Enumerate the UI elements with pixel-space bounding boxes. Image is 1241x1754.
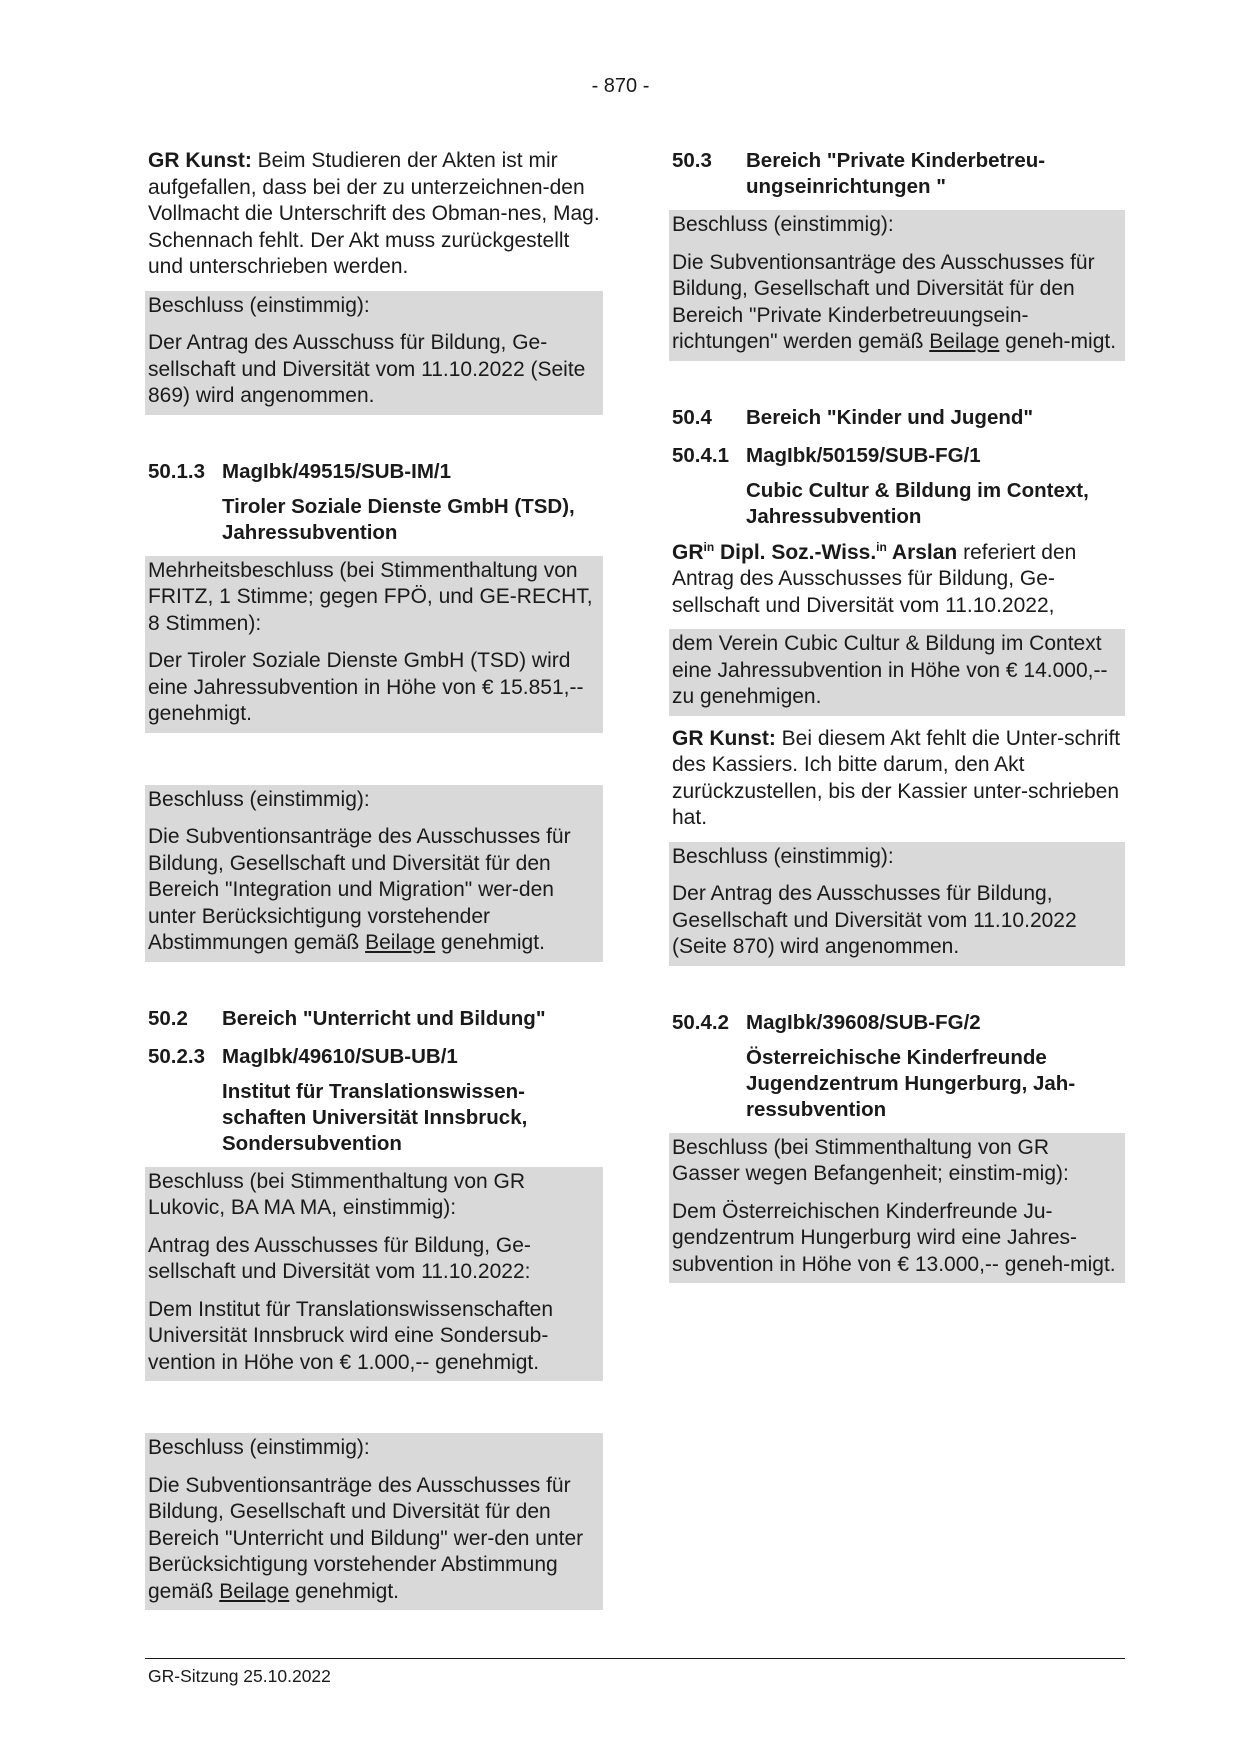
speaker-surname: Arslan	[886, 540, 958, 564]
section-title: Bereich "Kinder und Jugend"	[746, 405, 1034, 429]
page-number: - 870 -	[591, 75, 650, 97]
resolution-text	[145, 824, 603, 957]
section-title: MagIbk/50159/SUB-FG/1	[746, 443, 981, 467]
section-number: 50.4	[672, 405, 712, 429]
motion-text: dem Verein Cubic Cultur & Bildung im Context eine Jahressubvention in Höhe von € 14.000,-- zu genehmigen.	[672, 632, 1108, 708]
right-column	[669, 148, 1125, 1283]
section-title: Bereich "Unterricht und Bildung"	[222, 1006, 546, 1030]
resolution-box	[669, 210, 1125, 361]
resolution-box	[669, 842, 1125, 966]
resolution-text-part: genehmigt.	[289, 1579, 400, 1603]
resolution-text: Antrag des Ausschusses für Bildung, Ge-sellschaft und Diversität vom 11.10.2022:	[148, 1233, 531, 1283]
statement-gr-kunst	[145, 148, 603, 281]
resolution-box	[145, 785, 603, 962]
motion-box	[669, 629, 1125, 716]
section-heading	[145, 1044, 603, 1070]
section-subtitle: Österreichische Kinderfreunde Jugendzentrum Hungerburg, Jah-ressubvention	[746, 1045, 1076, 1121]
footer-session-date: GR-Sitzung 25.10.2022	[148, 1666, 331, 1686]
speaker-title-suffix: in	[876, 539, 887, 554]
resolution-text	[669, 250, 1125, 356]
resolution-text: Der Antrag des Ausschusses für Bildung, Gesellschaft und Diversität vom 11.10.2022 (Seite 870) wird angenommen.	[672, 882, 1077, 958]
resolution-text: Der Antrag des Ausschuss für Bildung, Ge-sellschaft und Diversität vom 11.10.2022 (Seite 869) wird angenommen.	[148, 331, 586, 407]
resolution-label: Beschluss (einstimmig):	[672, 844, 894, 868]
resolution-text-part: genehmigt.	[435, 931, 545, 954]
section-subtitle: Cubic Cultur & Bildung im Context, Jahressubvention	[746, 478, 1089, 528]
speaker-title: Dipl. Soz.-Wiss.	[714, 540, 877, 564]
section-number: 50.1.3	[148, 459, 205, 483]
resolution-text-part: Die Subventionsanträge des Ausschusses für Bildung, Gesellschaft und Diversität für den Bereich "Private Kinderbetreuungsein-richtungen" werden gemäß	[672, 250, 1095, 353]
beilage-link[interactable]: Beilage	[929, 330, 1000, 353]
section-heading	[145, 1006, 603, 1032]
section-number: 50.2.3	[148, 1044, 205, 1068]
resolution-text-part: Die Subventionsanträge des Ausschusses für Bildung, Gesellschaft und Diversität für den Bereich "Integration und Migration" wer-den unter Berücksichtigung vorstehender Abstimmungen gemäß	[148, 825, 571, 954]
resolution-box	[145, 556, 603, 733]
speaker-gr: GR	[672, 540, 704, 564]
resolution-text-part: Die Subventionsanträge des Ausschusses für Bildung, Gesellschaft und Diversität für den Bereich "Unterricht und Bildung" wer-den unter Berücksichtigung vorstehender Abstimmung gemäß	[148, 1473, 584, 1603]
statement-gr-kunst	[669, 726, 1125, 832]
left-column	[145, 148, 603, 1610]
resolution-label: Beschluss (einstimmig):	[148, 293, 370, 317]
footer-divider	[145, 1658, 1125, 1659]
resolution-label: Beschluss (einstimmig):	[148, 787, 370, 811]
beilage-link[interactable]: Beilage	[219, 1579, 290, 1603]
speaker-gr-suffix: in	[703, 539, 715, 554]
statement-text: Beim Studieren der Akten ist mir aufgefallen, dass bei der zu unterzeichnen-den Vollmacht die Unterschrift des Obman-nes, Mag. Schennach fehlt. Der Akt muss zurückgestellt und unterschrieben werden.	[148, 149, 600, 278]
section-title: MagIbk/49515/SUB-IM/1	[222, 459, 451, 483]
section-number: 50.4.2	[672, 1010, 729, 1034]
resolution-box	[145, 1167, 603, 1382]
statement-arslan	[669, 540, 1125, 620]
section-number: 50.4.1	[672, 443, 729, 467]
speaker-name: GR Kunst:	[148, 149, 252, 172]
section-subtitle: Tiroler Soziale Dienste GmbH (TSD), Jahressubvention	[222, 494, 575, 544]
section-subtitle: Institut für Translationswissen-schaften Universität Innsbruck, Sondersubvention	[222, 1079, 528, 1155]
resolution-text: Dem Österreichischen Kinderfreunde Ju-gendzentrum Hungerburg wird eine Jahres-subvention in Höhe von € 13.000,-- geneh-migt.	[672, 1199, 1116, 1276]
section-number: 50.3	[672, 149, 712, 172]
speaker-name: GR Kunst:	[672, 726, 776, 750]
resolution-box	[669, 1133, 1125, 1284]
resolution-label: Mehrheitsbeschluss (bei Stimmenthaltung von FRITZ, 1 Stimme; gegen FPÖ, und GE-RECHT, 8 Stimmen):	[148, 558, 593, 635]
resolution-text: Dem Institut für Translationswissenschaften Universität Innsbruck wird eine Sondersub-vention in Höhe von € 1.000,-- genehmigt.	[148, 1297, 554, 1374]
statement-text: Bei diesem Akt fehlt die Unter-schrift des Kassiers. Ich bitte darum, den Akt zurückzustellen, bis der Kassier unter-schrieben hat.	[672, 726, 1121, 829]
resolution-label: Beschluss (einstimmig):	[672, 213, 894, 236]
section-heading	[669, 1010, 1125, 1036]
resolution-label: Beschluss (bei Stimmenthaltung von GR Lukovic, BA MA MA, einstimmig):	[148, 1169, 526, 1219]
resolution-box	[145, 1433, 603, 1610]
section-heading	[669, 443, 1125, 469]
statement-text: referiert den Antrag des Ausschusses für Bildung, Ge-sellschaft und Diversität vom 11.10.2022,	[672, 540, 1077, 617]
resolution-text-part: geneh-migt.	[999, 330, 1117, 353]
section-heading	[669, 405, 1125, 431]
section-title: Bereich "Private Kinderbetreu-ungseinrichtungen "	[746, 149, 1046, 198]
resolution-label: Beschluss (bei Stimmenthaltung von GR Gasser wegen Befangenheit; einstim-mig):	[672, 1135, 1069, 1185]
resolution-label: Beschluss (einstimmig):	[148, 1436, 370, 1459]
section-title: MagIbk/49610/SUB-UB/1	[222, 1044, 458, 1068]
section-heading	[145, 459, 603, 485]
section-heading	[669, 148, 1125, 200]
beilage-link[interactable]: Beilage	[365, 931, 436, 954]
section-number: 50.2	[148, 1006, 188, 1030]
speaker-name	[672, 541, 957, 564]
resolution-box	[145, 291, 603, 415]
resolution-text	[145, 1473, 603, 1606]
resolution-text: Der Tiroler Soziale Dienste GmbH (TSD) wird eine Jahressubvention in Höhe von € 15.851,-- genehmigt.	[148, 649, 584, 725]
section-title: MagIbk/39608/SUB-FG/2	[746, 1010, 981, 1034]
